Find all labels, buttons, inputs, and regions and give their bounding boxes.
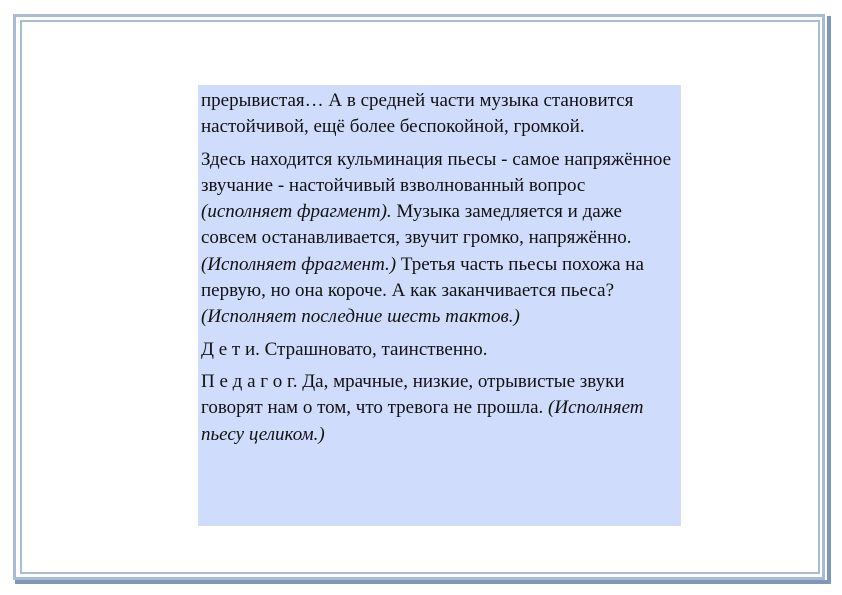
stage-direction: (Исполняет последние шесть тактов.)	[201, 306, 520, 328]
text-run: П е д а г о г. Да, мрачные, низкие, отрывистые звуки говорят нам о том, что тревога не прошла.	[201, 370, 625, 419]
stage-direction: (исполняет фрагмент).	[201, 201, 392, 223]
text-run: Третья часть пьесы похожа на первую, но она короче. А как заканчивается пьеса?	[201, 253, 644, 302]
text-run: Д е т и. Страшновато, таинственно.	[201, 338, 488, 360]
stage-direction: (Исполняет пьесу целиком.)	[201, 397, 644, 445]
text-box	[198, 85, 681, 526]
paragraph-4	[201, 369, 677, 448]
stage-direction: (Исполняет фрагмент.)	[201, 253, 397, 275]
text-run: Здесь находится кульминация пьесы - самое напряжённое звучание - настойчивый взволнованный вопрос	[201, 148, 672, 196]
paragraph-2	[201, 147, 677, 331]
text-run: Музыка замедляется и даже совсем останавливается, звучит громко, напряжённо.	[201, 201, 632, 249]
frame-shadow-bottom	[15, 580, 831, 584]
frame-shadow-right	[827, 16, 831, 582]
paragraph-3	[201, 337, 677, 363]
paragraph-1	[201, 88, 677, 141]
text-run: прерывистая… А в средней части музыка становится настойчивой, ещё более беспокойной, громкой.	[201, 90, 634, 138]
